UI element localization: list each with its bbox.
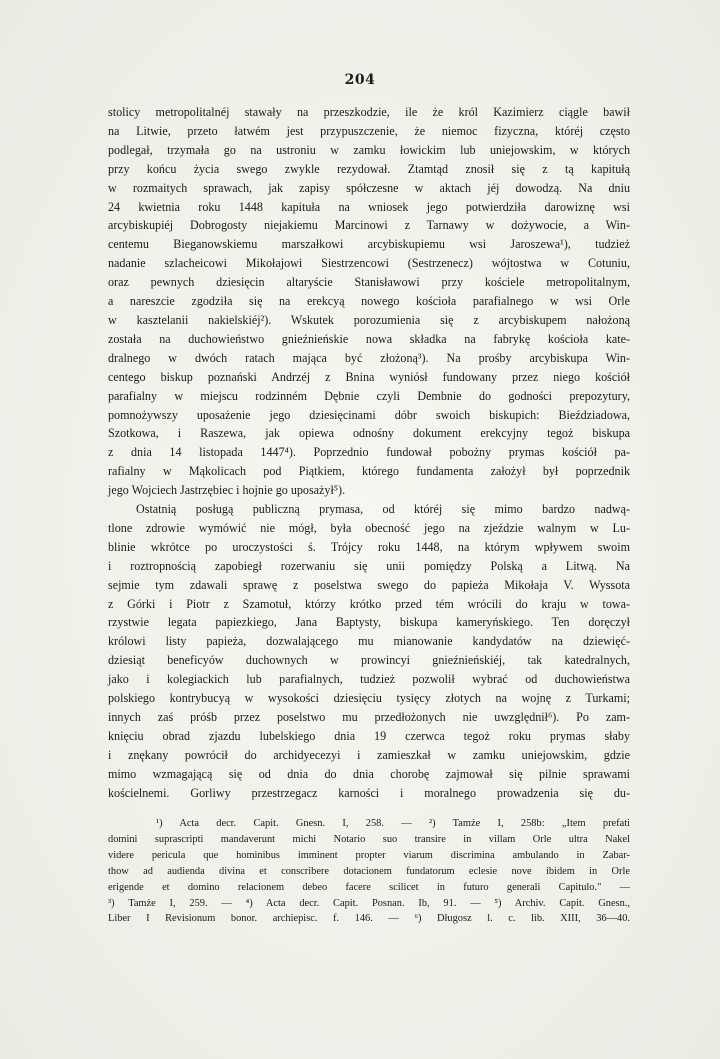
text-line: podlegał, trzymała go na ustroniu w zamku łowickim lub uniejowskim, w których [108, 142, 630, 157]
text-line: na Litwie, przeto łatwém jest przypuszczenie, że niemoc fizyczna, któréj często [108, 123, 630, 138]
text-line: nadanie szlacheicowi Mikołajowi Siestrzencowi (Sestrzenecz) wójtostwa w Cotuniu, [108, 256, 630, 271]
footnote-line: ¹) Acta decr. Capit. Gnesn. I, 258. — ²) Tamże I, 258b: „Item prefati [156, 818, 630, 829]
text-line: polskiego kontrybucyą w wysokości dziesięciu tysięcy złotych na wojnę z Turkami; [108, 691, 630, 706]
text-line: a nareszcie zgodziła się na erekcyą nowego kościoła parafialnego w wsi Orle [108, 294, 630, 309]
text-line: oraz pewnych dziesięcin altaryście Stanisławowi przy kościele metropolitalnym, [108, 275, 630, 290]
text-line: kościelnemi. Gorliwy przestrzegacz karności i moralnego prowadzenia się du- [108, 785, 630, 800]
text-line: przy końcu życia swego zwykle rezydował. Ztamtąd znosił się z tą kapitułą [108, 161, 630, 176]
text-line: została na duchowieństwo gnieźnieńskie nowa składka na fabrykę kościoła kate- [108, 331, 630, 346]
text-line: mimo wzmagającą się od dnia do dnia chorobę zajmował się pilnie sprawami [108, 766, 630, 781]
footnotes [108, 816, 630, 927]
text-line: z Górki i Piotr z Szamotuł, którzy krótko przed tém wrócili do kraju w towa- [108, 596, 630, 611]
footnote-line: domini suprascripti mandaverunt michi Notario suo transire in villam Orle ultra Nakel [108, 833, 630, 845]
text-line: i roztropnością zapobiegł rozerwaniu się unii pomiędzy Polską a Litwą. Na [108, 558, 630, 573]
footnote-line: ³) Tamże I, 259. — ⁴) Acta decr. Capit. Posnan. Ib, 91. — ⁵) Archiv. Capit. Gnesn., [108, 897, 630, 909]
text-line: innych zaś próśb przez poselstwo mu przedłożonych nie uwzględnił⁶). Po zam- [108, 710, 630, 724]
text-line: parafialny w miejscu rodzinném Dębnie czyli Dembnie do godności prepozytury, [108, 388, 630, 403]
text-line: knięciu obrad zjazdu lubelskiego dnia 19 czerwca tegoż roku prymas słaby [108, 728, 630, 743]
text-line: jako i kolegiackich lub parafialnych, tudzież pozwolił wybrać od duchowieństwa [108, 672, 630, 687]
text-line: centemu Bieganowskiemu marszałkowi arcybiskupiemu wsi Jaroszewa¹), tudzież [108, 237, 630, 252]
text-line: Ostatnią posługą publiczną prymasa, od któréj się mimo bardzo nadwą- [136, 502, 630, 517]
text-line: jego Wojciech Jastrzębiec i hojnie go uposażył⁵). [108, 483, 346, 498]
text-line: królowi listy papieża, dozwalającego mu mianowanie kandydatów na dziewięć- [108, 634, 630, 649]
text-line: w kasztelanii nakielskiéj²). Wskutek porozumienia się z arcybiskupem nałożoną [108, 312, 630, 327]
text-line: rafialny w Mąkolicach pod Piątkiem, którego fundamenta założył był poprzednik [108, 464, 630, 479]
footnote-line: videre pericula que hominibus imminent propter viarum discrimina ambulando in Zabar- [108, 849, 630, 861]
text-line: sejmie tym zdawali sprawę z poselstwa swego do papieża Mikołaja V. Wyssota [108, 577, 630, 592]
text-line: z dnia 14 listopada 1447⁴). Poprzednio fundował pobożny prymas kościół pa- [108, 445, 630, 460]
footnote-line: erigende et domino relacionem debeo facere scilicet in futuro generali Capitulo." — [108, 881, 630, 893]
paragraph-2 [108, 500, 630, 803]
main-text [108, 103, 630, 803]
text-line: dziesiąt beneficyów duchownych w prowincyi gnieźnieńskiéj, tak katedralnych, [108, 653, 630, 668]
text-line: w rozmaitych sprawach, jak zapisy spółczesne w aktach jéj dowodzą. Na dniu [108, 180, 630, 195]
text-line: blinie wkrótce po uroczystości ś. Trójcy roku 1448, na którym wpływem swoim [108, 539, 630, 554]
text-line: Szotkowa, i Raszewa, jak opiewa odnośny dokument erekcyjny tegoż biskupa [108, 426, 630, 441]
text-line: 24 kwietnia roku 1448 kapituła na wniosek jego potwierdziła darowiznę wsi [108, 199, 630, 214]
paragraph-1 [108, 103, 630, 500]
text-line: dralnego w dwóch ratach mająca być złożoną³). Na prośby arcybiskupa Win- [108, 350, 630, 365]
text-line: centego biskup poznański Andrzéj z Bnina wyniósł fundowany przez niego kościół [108, 369, 630, 384]
text-line: arcybiskupiéj Dobrogosty niejakiemu Marcinowi z Tarnawy w dożywocie, a Win- [108, 218, 630, 233]
page-number: 204 [344, 72, 376, 88]
text-line: i znękany powrócił do archidyecezyi i zamieszkał w zamku uniejowskim, gdzie [108, 747, 630, 762]
text-line: tlone zdrowie wymówić nie mógł, była obecność jego na zjeździe walnym w Lu- [108, 520, 630, 535]
footnote-line: Liber I Revisionum bonor. archiepisc. f. 146. — ⁶) Długosz l. c. lib. XIII, 36—40. [108, 913, 630, 925]
text-line: rzystwie legata papiezkiego, Jana Baptysty, biskupa kameryńskiego. Ten doręczył [108, 615, 630, 630]
footnote-line: thow ad audienda divina et conscribere dotacionem fundatorum eclesie nove ibidem in Orle [108, 865, 630, 877]
text-line: stolicy metropolitalnéj stawały na przeszkodzie, ile że król Kazimierz ciągle bawił [108, 105, 630, 119]
text-line: pomnożywszy uposażenie jego dziesięcinami dóbr swoich biskupich: Bieździadowa, [108, 407, 630, 422]
